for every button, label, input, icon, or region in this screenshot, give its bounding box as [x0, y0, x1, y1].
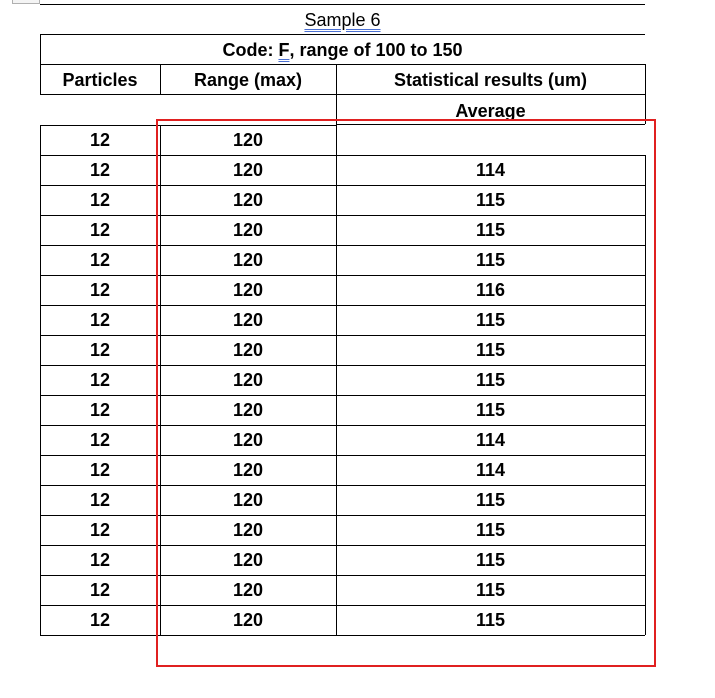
header-stats: Statistical results (um)	[393, 69, 588, 90]
cell-average: 115	[475, 580, 506, 600]
cell-average: 115	[475, 310, 506, 330]
header-right-border	[645, 64, 646, 124]
cell-particles: 12	[89, 130, 111, 150]
cell-particles: 12	[89, 520, 111, 540]
cell-range: 120	[232, 280, 264, 300]
cell-particles: 12	[89, 220, 111, 240]
cell-range: 120	[232, 580, 264, 600]
cell-range: 120	[232, 250, 264, 270]
page-corner-mark	[12, 0, 40, 4]
cell-particles: 12	[89, 580, 111, 600]
cell-range: 120	[232, 610, 264, 630]
cell-particles: 12	[89, 340, 111, 360]
cell-particles: 12	[89, 190, 111, 210]
row-divider	[40, 635, 645, 636]
code-line	[40, 35, 645, 65]
cell-particles: 12	[89, 370, 111, 390]
cell-average: 116	[475, 280, 506, 300]
cell-range: 120	[232, 190, 264, 210]
cell-average: 114	[475, 160, 506, 180]
cell-average: 115	[475, 520, 506, 540]
cell-average: 115	[475, 610, 506, 630]
cell-particles: 12	[89, 610, 111, 630]
cell-range: 120	[232, 550, 264, 570]
sample-title-text: Sample 6	[304, 9, 381, 30]
cell-particles: 12	[89, 280, 111, 300]
cell-particles: 12	[89, 430, 111, 450]
cell-particles: 12	[89, 490, 111, 510]
cell-range: 120	[232, 370, 264, 390]
cell-range: 120	[232, 490, 264, 510]
cell-particles: 12	[89, 250, 111, 270]
cell-average: 115	[475, 370, 506, 390]
cell-particles: 12	[89, 160, 111, 180]
cell-average: 114	[475, 430, 506, 450]
code-letter: F	[278, 39, 290, 60]
cell-average: 115	[475, 400, 506, 420]
cell-average: 115	[475, 550, 506, 570]
cell-particles: 12	[89, 310, 111, 330]
cell-average: 115	[475, 250, 506, 270]
cell-particles: 12	[89, 400, 111, 420]
table-top-border	[40, 4, 645, 5]
cell-average	[336, 126, 645, 155]
cell-average: 115	[475, 490, 506, 510]
header-range: Range (max)	[193, 69, 303, 90]
code-prefix: Code:	[222, 39, 279, 60]
cell-range: 120	[232, 130, 264, 150]
cell-range: 120	[232, 220, 264, 240]
cell-average: 115	[475, 190, 506, 210]
data-col-divider-2	[336, 125, 337, 635]
cell-range: 120	[232, 520, 264, 540]
cell-particles: 12	[89, 460, 111, 480]
data-col-divider-1	[160, 125, 161, 635]
cell-particles: 12	[89, 550, 111, 570]
cell-range: 120	[232, 310, 264, 330]
cell-range: 120	[232, 430, 264, 450]
cell-range: 120	[232, 460, 264, 480]
data-left-border	[40, 125, 41, 635]
cell-average: 114	[475, 460, 506, 480]
code-suffix: , range of 100 to 150	[289, 39, 463, 60]
sample-title	[40, 6, 645, 34]
header-average: Average	[455, 100, 526, 121]
header-particles: Particles	[62, 69, 138, 90]
cell-range: 120	[232, 400, 264, 420]
cell-range: 120	[232, 160, 264, 180]
cell-average: 115	[475, 220, 506, 240]
data-right-border	[645, 155, 646, 635]
cell-range: 120	[232, 340, 264, 360]
cell-average: 115	[475, 340, 506, 360]
